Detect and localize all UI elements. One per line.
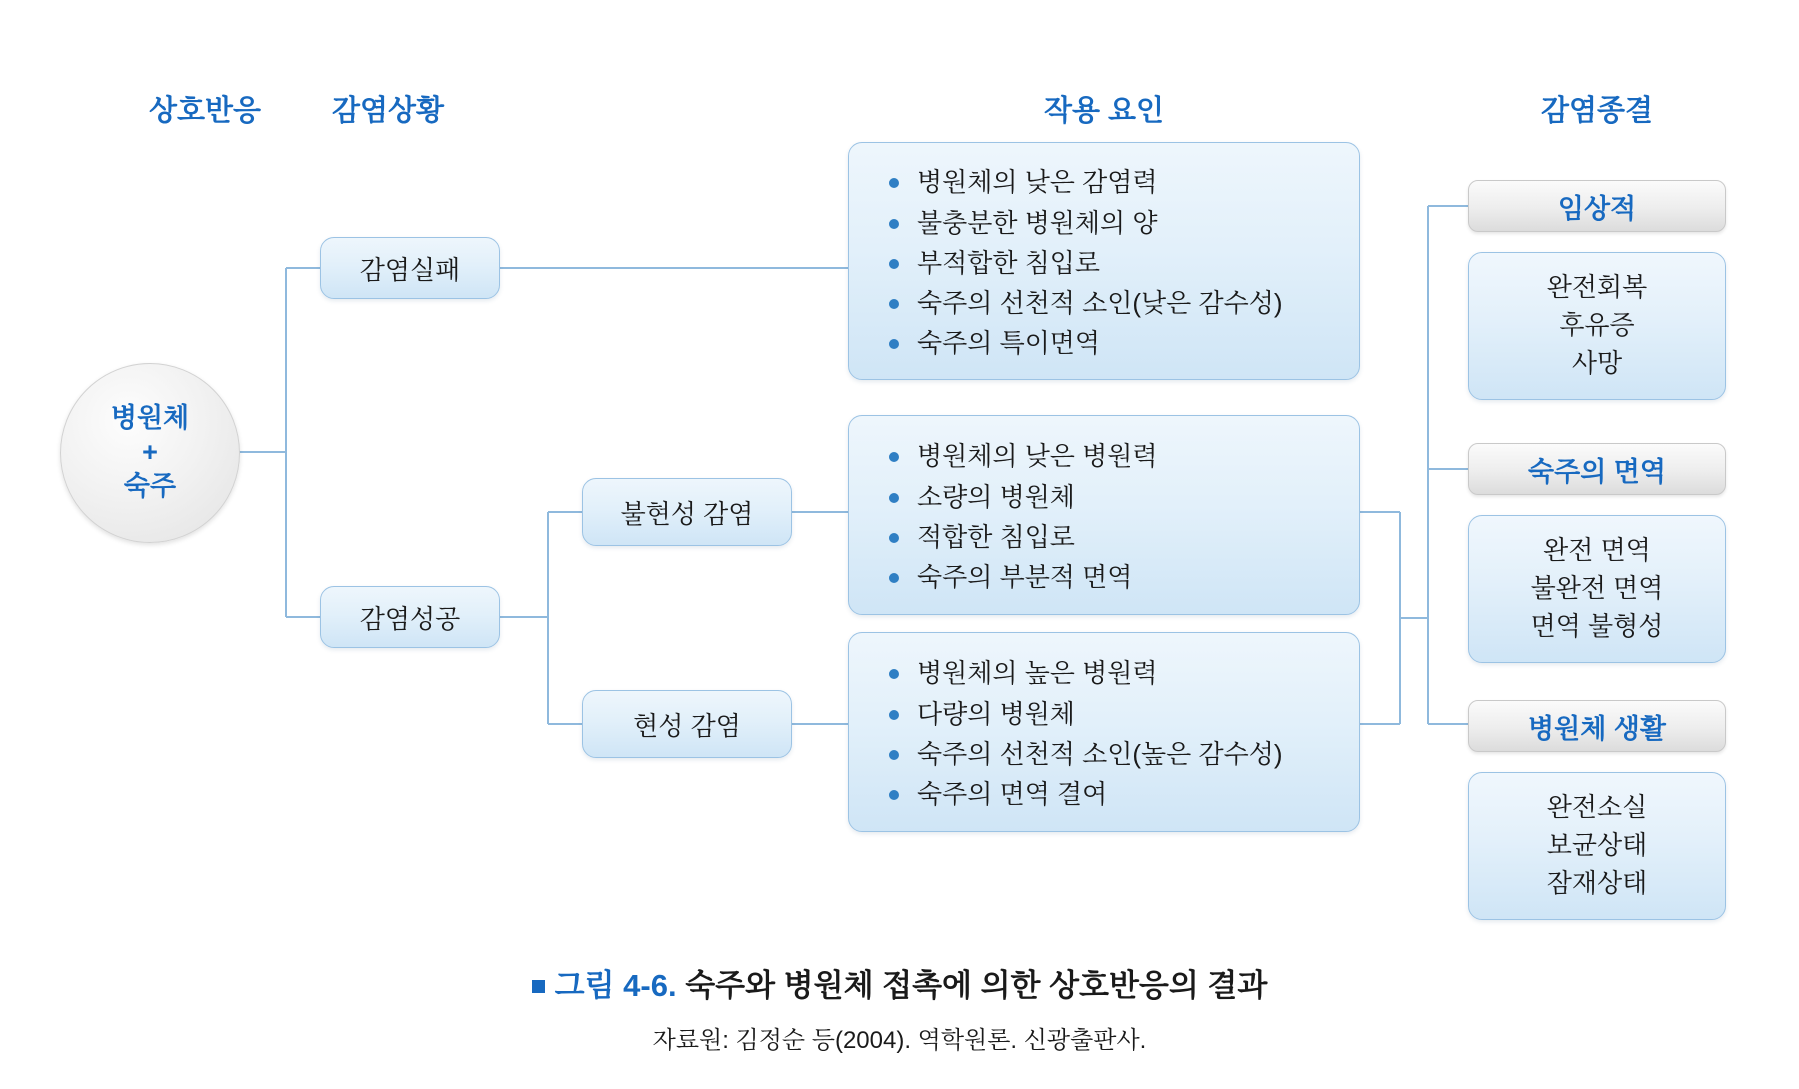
outcome-line: 면역 불형성 <box>1530 610 1664 641</box>
factor-item: 병원체의 낮은 병원력 <box>883 436 1331 476</box>
outcome-body-clinical <box>1468 252 1726 400</box>
factor-list <box>883 436 1331 597</box>
factor-item: 적합한 침입로 <box>883 517 1331 557</box>
figure-source: 자료원: 김정순 등(2004). 역학원론. 신광출판사. <box>652 1027 1147 1054</box>
factor-box-subclinical-infection <box>848 415 1360 615</box>
column-header-infection-status: 감염상황 <box>331 95 445 127</box>
factor-box-infection-failure <box>848 142 1360 380</box>
outcome-body-pathogen-life <box>1468 772 1726 920</box>
root-line-1: 병원체 <box>110 403 190 434</box>
outcome-line: 완전 면역 <box>1543 535 1651 566</box>
factor-item: 숙주의 부분적 면역 <box>883 557 1331 597</box>
factor-list <box>883 653 1331 814</box>
factor-item: 부적합한 침입로 <box>883 243 1331 283</box>
factor-box-clinical-infection <box>848 632 1360 832</box>
outcome-line: 완전소실 <box>1546 792 1648 823</box>
figure-number: 그림 4-6. <box>554 968 677 1003</box>
stage-box-infection-failure: 감염실패 <box>320 237 500 299</box>
outcome-title-host-immunity: 숙주의 면역 <box>1468 443 1726 495</box>
factor-item: 숙주의 선천적 소인(낮은 감수성) <box>883 283 1331 323</box>
figure-caption <box>0 960 1799 1005</box>
factor-list <box>883 162 1331 363</box>
factor-item: 병원체의 낮은 감염력 <box>883 162 1331 202</box>
column-header-acting-factors: 작용 요인 <box>1043 95 1165 127</box>
column-header-infection-outcome: 감염종결 <box>1540 95 1654 127</box>
outcome-line: 사망 <box>1571 347 1623 378</box>
figure-caption-text: 숙주와 병원체 접촉에 의한 상호반응의 결과 <box>685 968 1268 1003</box>
column-header-interaction: 상호반응 <box>148 95 262 127</box>
factor-item: 병원체의 높은 병원력 <box>883 653 1331 693</box>
outcome-line: 완전회복 <box>1546 272 1648 303</box>
outcome-body-host-immunity <box>1468 515 1726 663</box>
factor-item: 숙주의 특이면역 <box>883 323 1331 363</box>
outcome-title-clinical: 임상적 <box>1468 180 1726 232</box>
outcome-title-pathogen-life: 병원체 생활 <box>1468 700 1726 752</box>
stage-box-subclinical-infection: 불현성 감염 <box>582 478 792 546</box>
factor-item: 숙주의 면역 결여 <box>883 774 1331 814</box>
root-line-3: 숙주 <box>123 470 177 501</box>
stage-box-clinical-infection: 현성 감염 <box>582 690 792 758</box>
factor-item: 숙주의 선천적 소인(높은 감수성) <box>883 734 1331 774</box>
outcome-line: 불완전 면역 <box>1530 573 1664 604</box>
outcome-line: 잠재상태 <box>1546 867 1648 898</box>
factor-item: 소량의 병원체 <box>883 477 1331 517</box>
factor-item: 다량의 병원체 <box>883 694 1331 734</box>
caption-marker-icon <box>532 980 545 993</box>
root-node-pathogen-host <box>60 363 240 543</box>
factor-item: 불충분한 병원체의 양 <box>883 203 1331 243</box>
outcome-line: 보균상태 <box>1546 830 1648 861</box>
outcome-line: 후유증 <box>1559 310 1635 341</box>
root-line-2: + <box>142 437 158 468</box>
stage-box-infection-success: 감염성공 <box>320 586 500 648</box>
